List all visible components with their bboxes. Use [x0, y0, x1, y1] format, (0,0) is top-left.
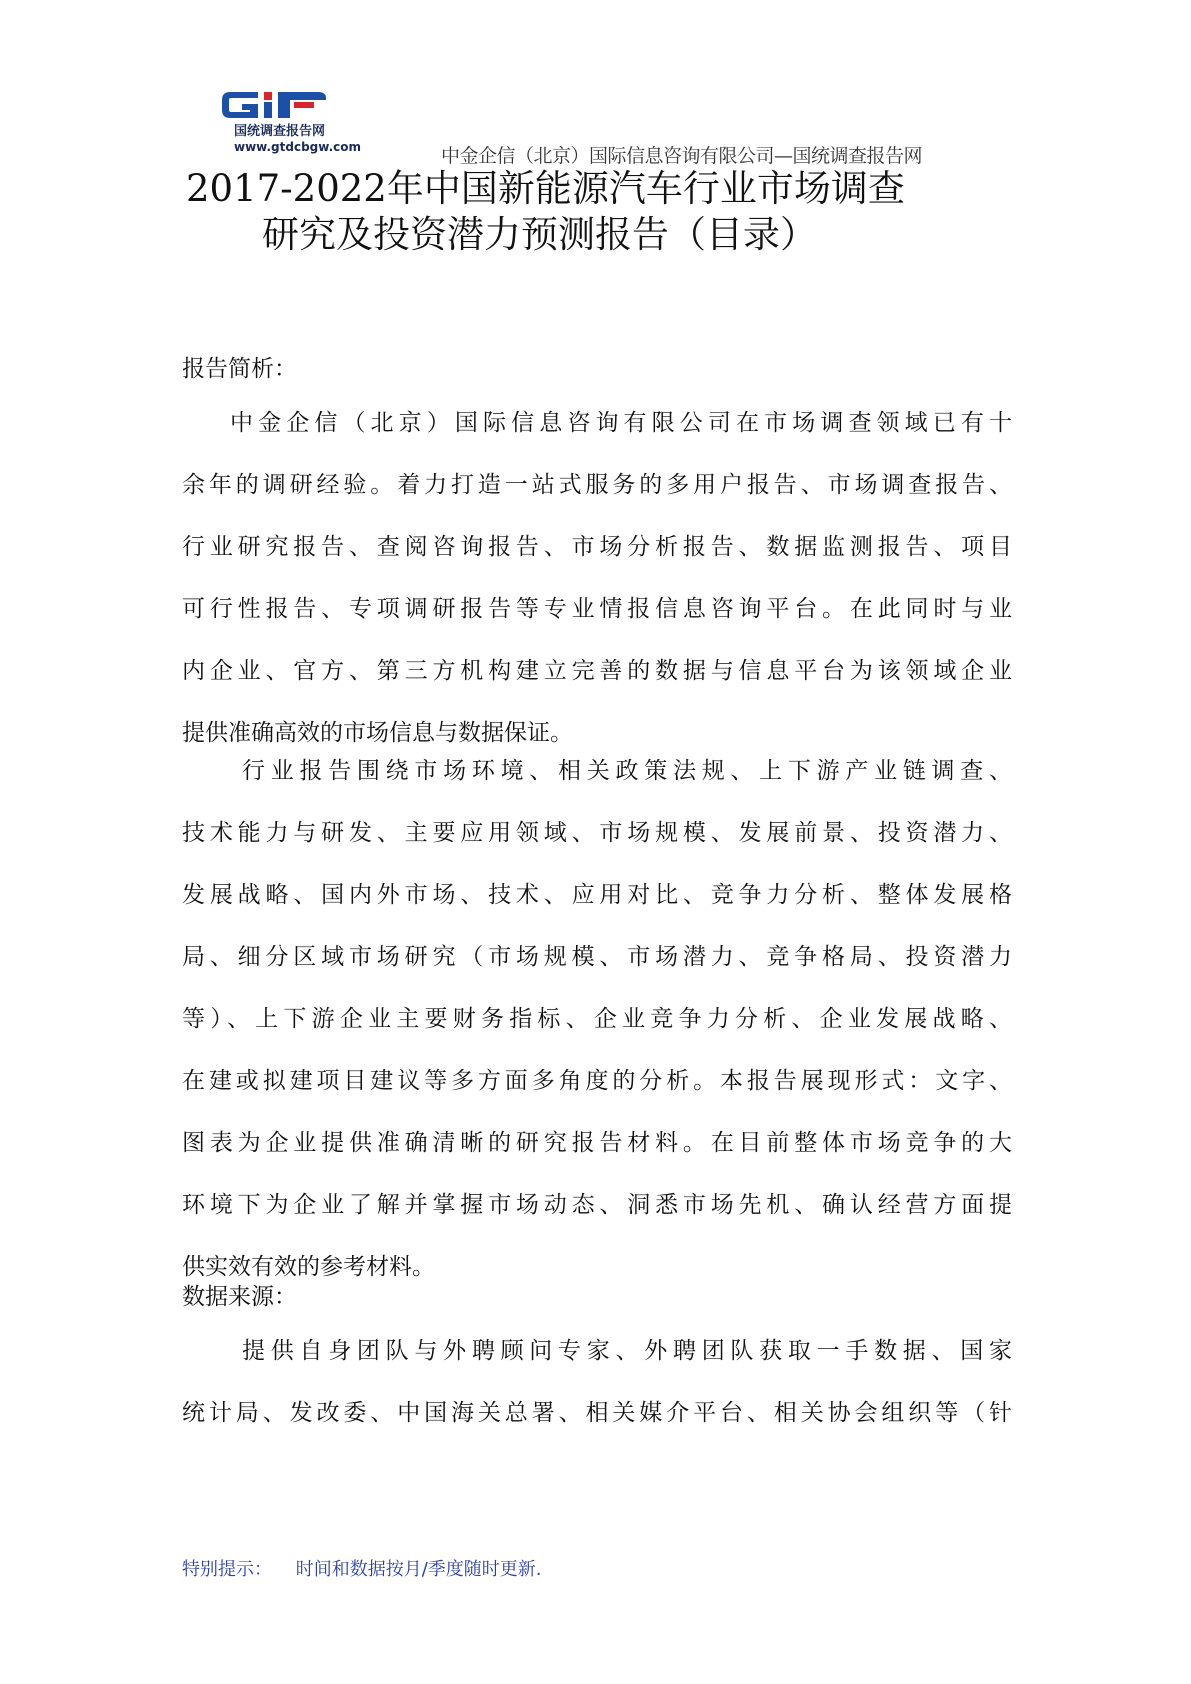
- source-heading: 数据来源：: [182, 1284, 297, 1310]
- footer-label: 特别提示：: [182, 1559, 272, 1580]
- text-line: 提供准确高效的市场信息与数据保证。: [182, 720, 573, 746]
- brief-heading: 报告简析：: [182, 356, 297, 382]
- text-line: 中金企信（北京）国际信息咨询有限公司在市场调查领域已有十: [230, 410, 1012, 436]
- text-line: 环境下为企业了解并掌握市场动态、洞悉市场先机、确认经营方面提: [182, 1192, 1012, 1218]
- report-title-line-2: 研究及投资潜力预测报告（目录）: [262, 213, 817, 256]
- text-line: 余年的调研经验。着力打造一站式服务的多用户报告、市场调查报告、: [182, 472, 1012, 498]
- text-line: 发展战略、国内外市场、技术、应用对比、竞争力分析、整体发展格: [182, 882, 1012, 908]
- header-company-line: 中金企信（北京）国际信息咨询有限公司—国统调查报告网: [441, 145, 923, 167]
- text-line: 行业研究报告、查阅咨询报告、市场分析报告、数据监测报告、项目: [182, 534, 1012, 560]
- text-line: 局、细分区域市场研究（市场规模、市场潜力、竞争格局、投资潜力: [182, 944, 1012, 970]
- text-line: 供实效有效的参考材料。: [182, 1254, 435, 1280]
- text-line: 可行性报告、专项调研报告等专业情报信息咨询平台。在此同时与业: [182, 596, 1012, 622]
- text-line: 提供自身团队与外聘顾问专家、外聘团队获取一手数据、国家: [242, 1338, 1012, 1364]
- report-title-line-1: 2017-2022年中国新能源汽车行业市场调查: [186, 167, 905, 210]
- text-line: 图表为企业提供准确清晰的研究报告材料。在目前整体市场竞争的大: [182, 1130, 1012, 1156]
- paragraph-sources: [182, 1320, 1012, 1444]
- company-logo: [218, 88, 368, 154]
- text-line: 等）、上下游企业主要财务指标、企业竞争力分析、企业发展战略、: [182, 1006, 1012, 1032]
- logo-url: www.gtdcbgw.com: [234, 140, 361, 154]
- paragraph-intro: [182, 392, 1012, 764]
- text-line: 行业报告围绕市场环境、相关政策法规、上下游产业链调查、: [242, 758, 1012, 784]
- text-line: 内企业、官方、第三方机构建立完善的数据与信息平台为该领域企业: [182, 658, 1012, 684]
- paragraph-scope: [182, 740, 1012, 1298]
- text-line: 在建或拟建项目建议等多方面多角度的分析。本报告展现形式：文字、: [182, 1068, 1012, 1094]
- logo-name: 国统调查报告网: [234, 124, 326, 139]
- gtdc-logo-mark: [218, 88, 338, 122]
- footer-notice: [182, 1555, 542, 1581]
- footer-text: 时间和数据按月/季度随时更新.: [295, 1559, 542, 1580]
- text-line: 技术能力与研发、主要应用领域、市场规模、发展前景、投资潜力、: [182, 820, 1012, 846]
- text-line: 统计局、发改委、中国海关总署、相关媒介平台、相关协会组织等（针: [182, 1400, 1012, 1426]
